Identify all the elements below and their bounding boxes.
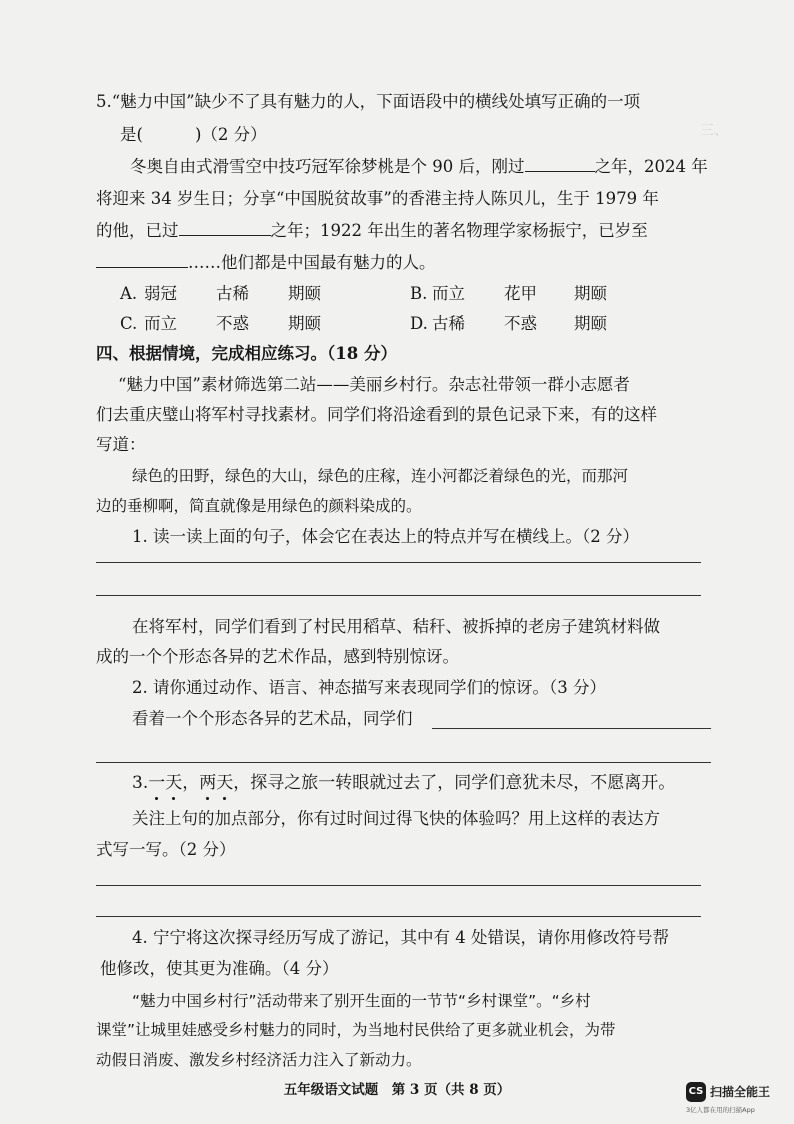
option-word: 花甲 bbox=[504, 284, 537, 303]
answer-line[interactable] bbox=[96, 916, 701, 917]
q5-stem-suffix: )（2 分） bbox=[194, 125, 267, 144]
emphasis-char: 天 bbox=[165, 773, 183, 793]
option-label: C. bbox=[120, 314, 138, 333]
emphasis-char: 两 bbox=[199, 773, 217, 793]
s4-question-3 bbox=[132, 772, 675, 794]
s4-quote-line2: 边的垂柳啊，简直就像是用绿色的颜料染成的。 bbox=[96, 497, 422, 515]
s4-intro-line1: “魅力中国”素材筛选第二站——美丽乡村行。杂志社带领一群小志愿者 bbox=[118, 375, 630, 394]
s4-q3-instruction-1: 关注上句的加点部分，你有过时间过得飞快的体验吗？用上这样的表达方 bbox=[132, 809, 660, 828]
bleed-through-text: 三、 bbox=[700, 123, 728, 139]
q5-para-text: 冬奥自由式滑雪空中技巧冠军徐梦桃是个 90 后，刚过 bbox=[130, 157, 525, 176]
answer-line[interactable] bbox=[432, 728, 711, 729]
s4-essay-line3: 动假日消废、激发乡村经济活力注入了新动力。 bbox=[96, 1051, 422, 1069]
watermark-tagline: 3亿人都在用的扫描App bbox=[686, 1106, 755, 1114]
section-four-heading: 四、根据情境，完成相应练习。（18 分） bbox=[96, 344, 397, 363]
s4-para2-line1: 在将军村，同学们看到了村民用稻草、秸秆、被拆掉的老房子建筑材料做 bbox=[132, 617, 660, 636]
option-word: 而立 bbox=[432, 284, 465, 303]
s4-question-4-line2: 他修改，使其更为准确。（4 分） bbox=[100, 959, 339, 978]
option-label: A. bbox=[120, 284, 138, 303]
page-footer: 五年级语文试题 第 3 页（共 8 页） bbox=[283, 1082, 511, 1098]
s4-para2-line2: 成的一个个形态各异的艺术作品，感到特别惊讶。 bbox=[96, 647, 459, 666]
watermark-app-name: 扫描全能王 bbox=[710, 1085, 771, 1099]
q5-blank-2[interactable] bbox=[179, 221, 271, 236]
option-label: B. bbox=[410, 284, 428, 303]
s4-q3-instruction-2: 式写一写。（2 分） bbox=[96, 840, 236, 859]
s4-question-1: 1. 读一读上面的句子，体会它在表达上的特点并写在横线上。（2 分） bbox=[132, 527, 639, 546]
q5-para-line3 bbox=[96, 220, 648, 242]
q5-para-text: 之年，2024 年 bbox=[594, 157, 708, 176]
option-word: 不惑 bbox=[504, 314, 537, 333]
q5-stem-line1: 5.“魅力中国”缺少不了具有魅力的人，下面语段中的横线处填写正确的一项 bbox=[96, 92, 641, 111]
option-word: 期颐 bbox=[288, 284, 321, 303]
option-word: 古稀 bbox=[216, 284, 249, 303]
q5-para-text: 之年；1922 年出生的著名物理学家杨振宁，已岁至 bbox=[270, 221, 648, 240]
q5-para-text: ……他们都是中国最有魅力的人。 bbox=[188, 253, 436, 272]
s4-intro-line3: 写道： bbox=[96, 435, 146, 454]
q3-punct: ， bbox=[233, 773, 251, 793]
q5-stem-prefix: 是( bbox=[120, 125, 143, 144]
q5-stem-line2 bbox=[120, 124, 267, 146]
s4-essay-line2: 课堂”让城里娃感受乡村魅力的同时，为当地村民供给了更多就业机会，为带 bbox=[96, 1021, 616, 1039]
option-word: 期颐 bbox=[574, 314, 607, 333]
s4-quote-line1: 绿色的田野，绿色的大山，绿色的庄稼，连小河都泛着绿色的光，而那河 bbox=[132, 467, 629, 485]
q3-punct: ， bbox=[182, 773, 200, 793]
answer-line[interactable] bbox=[96, 762, 711, 763]
emphasis-char: 一 bbox=[148, 773, 166, 793]
answer-line[interactable] bbox=[96, 885, 701, 886]
q5-para-line2: 将迎来 34 岁生日；分享“中国脱贫故事”的香港主持人陈贝儿，生于 1979 年 bbox=[96, 189, 659, 208]
s4-question-4-line1: 4. 宁宁将这次探寻经历写成了游记，其中有 4 处错误，请你用修改符号帮 bbox=[132, 928, 669, 947]
q5-blank-3[interactable] bbox=[96, 253, 188, 268]
option-word: 期颐 bbox=[574, 284, 607, 303]
q5-para-line1 bbox=[130, 156, 708, 178]
s4-intro-line2: 们去重庆璧山将军村寻找素材。同学们将沿途看到的景色记录下来，有的这样 bbox=[96, 405, 657, 424]
answer-line[interactable] bbox=[96, 562, 701, 563]
option-word: 期颐 bbox=[288, 314, 321, 333]
q5-para-line4 bbox=[96, 252, 436, 274]
q3-number: 3. bbox=[132, 773, 149, 793]
s4-q2-lead: 看着一个个形态各异的艺术品，同学们 bbox=[132, 709, 413, 728]
option-word: 弱冠 bbox=[144, 284, 177, 303]
option-label: D. bbox=[410, 314, 428, 333]
s4-question-2: 2. 请你通过动作、语言、神态描写来表现同学们的惊讶。（3 分） bbox=[132, 678, 606, 697]
q5-para-text: 的他，已过 bbox=[96, 221, 179, 240]
option-word: 不惑 bbox=[216, 314, 249, 333]
q3-sentence: 探寻之旅一转眼就过去了，同学们意犹未尽，不愿离开。 bbox=[250, 773, 676, 793]
camscanner-logo-icon: CS bbox=[686, 1082, 706, 1102]
emphasis-char: 天 bbox=[216, 773, 234, 793]
option-word: 而立 bbox=[144, 314, 177, 333]
s4-essay-line1: “魅力中国乡村行”活动带来了别开生面的一节节“乡村课堂”。“乡村 bbox=[132, 992, 591, 1010]
answer-line[interactable] bbox=[96, 595, 701, 596]
option-word: 古稀 bbox=[432, 314, 465, 333]
q5-blank-1[interactable] bbox=[525, 157, 595, 172]
